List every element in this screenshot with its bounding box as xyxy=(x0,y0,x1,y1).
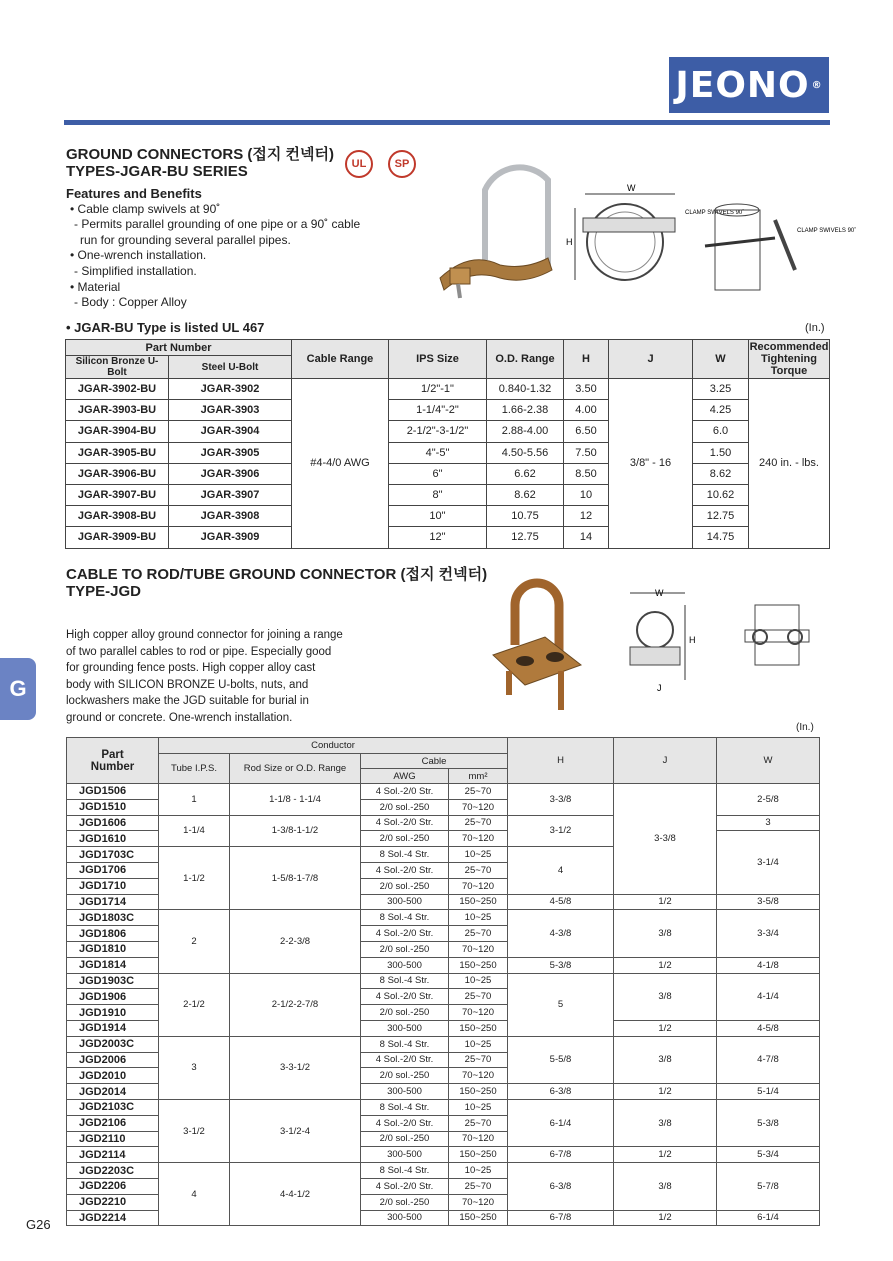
cell-rod: 4-4-1/2 xyxy=(230,1163,361,1226)
cell-j: 3/8 xyxy=(614,973,717,1020)
jgd-dimension-diagram xyxy=(615,585,815,695)
header-cable-range: Cable Range xyxy=(292,340,389,379)
desc-line: lockwashers make the JGD suitable for burial in xyxy=(66,695,309,707)
cell-awg: 8 Sol.-4 Str. xyxy=(361,1099,449,1115)
cell-tube: 2-1/2 xyxy=(159,973,230,1036)
cell-j: 3/8 xyxy=(614,910,717,957)
cell-j: 3-3/8 xyxy=(614,784,717,895)
cell-mm: 25~70 xyxy=(449,1178,508,1194)
section-tab-g[interactable]: G xyxy=(0,658,36,720)
cell-part: JGD2006 xyxy=(67,1052,159,1068)
cell-w: 4-1/8 xyxy=(717,957,820,973)
cell-w: 3.25 xyxy=(693,379,749,400)
cell-mm: 10~25 xyxy=(449,910,508,926)
cell-steel: JGAR-3906 xyxy=(169,463,292,484)
cell-awg: 2/0 sol.-250 xyxy=(361,1068,449,1084)
features-block xyxy=(66,186,360,311)
cell-steel: JGAR-3904 xyxy=(169,421,292,442)
cell-w: 5-3/4 xyxy=(717,1147,820,1163)
header-cable: Cable xyxy=(361,754,508,769)
cell-part: JGD2010 xyxy=(67,1068,159,1084)
cell-od: 12.75 xyxy=(487,527,564,548)
header-tube: Tube I.P.S. xyxy=(159,754,230,784)
cell-awg: 4 Sol.-2/0 Str. xyxy=(361,862,449,878)
cell-mm: 150~250 xyxy=(449,1084,508,1100)
cell-mm: 10~25 xyxy=(449,1099,508,1115)
cell-j: 1/2 xyxy=(614,1210,717,1226)
section2-title: CABLE TO ROD/TUBE GROUND CONNECTOR (접지 컨넥터) xyxy=(66,566,488,583)
cell-part: JGD1803C xyxy=(67,910,159,926)
jgd-spec-table xyxy=(66,737,820,1226)
desc-line: for grounding fence posts. High copper alloy cast xyxy=(66,662,316,674)
header-od: O.D. Range xyxy=(487,340,564,379)
cell-h: 5-5/8 xyxy=(508,1036,614,1083)
header-rod: Rod Size or O.D. Range xyxy=(230,754,361,784)
cell-silicon: JGAR-3907-BU xyxy=(66,484,169,505)
cell-awg: 2/0 sol.-250 xyxy=(361,1194,449,1210)
cell-h: 6-3/8 xyxy=(508,1084,614,1100)
cell-awg: 4 Sol.-2/0 Str. xyxy=(361,1178,449,1194)
cell-mm: 150~250 xyxy=(449,1210,508,1226)
cell-rod: 3-3-1/2 xyxy=(230,1036,361,1099)
cell-silicon: JGAR-3909-BU xyxy=(66,527,169,548)
cell-mm: 150~250 xyxy=(449,894,508,910)
header-mm: mm² xyxy=(449,769,508,784)
cell-silicon: JGAR-3904-BU xyxy=(66,421,169,442)
cell-h: 12 xyxy=(564,506,609,527)
cell-awg: 2/0 sol.-250 xyxy=(361,941,449,957)
cell-cable-range: #4-4/0 AWG xyxy=(292,379,389,549)
jgar-bu-product-image xyxy=(430,150,560,300)
cell-ips: 6" xyxy=(389,463,487,484)
cell-steel: JGAR-3903 xyxy=(169,400,292,421)
cell-mm: 25~70 xyxy=(449,784,508,800)
cell-ips: 4"-5" xyxy=(389,442,487,463)
cell-torque: 240 in. - lbs. xyxy=(749,379,830,549)
feature-line: - Simplified installation. xyxy=(74,263,197,278)
cell-h: 6-7/8 xyxy=(508,1147,614,1163)
dim-h-label: H xyxy=(566,237,573,247)
table-row xyxy=(67,1036,820,1052)
cell-part: JGD1810 xyxy=(67,941,159,957)
cell-awg: 300-500 xyxy=(361,1147,449,1163)
header-torque: Recommended Tightening Torque xyxy=(749,341,829,377)
cell-mm: 70~120 xyxy=(449,878,508,894)
cell-h: 4 xyxy=(508,847,614,894)
cell-od: 2.88-4.00 xyxy=(487,421,564,442)
cell-j: 1/2 xyxy=(614,1147,717,1163)
cell-part: JGD2110 xyxy=(67,1131,159,1147)
cell-ips: 1/2"-1" xyxy=(389,379,487,400)
cell-od: 1.66-2.38 xyxy=(487,400,564,421)
cell-part: JGD1806 xyxy=(67,926,159,942)
cell-mm: 70~120 xyxy=(449,1068,508,1084)
cell-w: 5-3/8 xyxy=(717,1099,820,1146)
cell-awg: 4 Sol.-2/0 Str. xyxy=(361,1115,449,1131)
table-row xyxy=(67,973,820,989)
section1-title: GROUND CONNECTORS (접지 컨넥터) xyxy=(66,146,335,163)
cell-awg: 300-500 xyxy=(361,1210,449,1226)
cell-part: JGD2014 xyxy=(67,1084,159,1100)
cell-part: JGD2003C xyxy=(67,1036,159,1052)
cell-w: 4-5/8 xyxy=(717,1020,820,1036)
feature-line: - Body : Copper Alloy xyxy=(74,295,187,310)
section2-heading xyxy=(66,566,487,600)
cell-awg: 8 Sol.-4 Str. xyxy=(361,910,449,926)
cell-w: 8.62 xyxy=(693,463,749,484)
cell-ips: 2-1/2"-3-1/2" xyxy=(389,421,487,442)
cell-awg: 8 Sol.-4 Str. xyxy=(361,973,449,989)
cell-mm: 25~70 xyxy=(449,1052,508,1068)
cell-h: 6-7/8 xyxy=(508,1210,614,1226)
cell-mm: 70~120 xyxy=(449,799,508,815)
brand-logo: JEONO ® xyxy=(669,57,829,113)
cell-w: 14.75 xyxy=(693,527,749,548)
cell-w: 4-7/8 xyxy=(717,1036,820,1083)
cell-mm: 25~70 xyxy=(449,815,508,831)
cell-part: JGD1914 xyxy=(67,1020,159,1036)
cell-mm: 150~250 xyxy=(449,1147,508,1163)
cell-h: 14 xyxy=(564,527,609,548)
cell-tube: 3-1/2 xyxy=(159,1099,230,1162)
cell-awg: 300-500 xyxy=(361,957,449,973)
desc-line: body with SILICON BRONZE U-bolts, nuts, and xyxy=(66,678,309,691)
cell-j: 1/2 xyxy=(614,1020,717,1036)
section1-subtitle: TYPES-JGAR-BU SERIES xyxy=(66,163,248,180)
cell-w: 10.62 xyxy=(693,484,749,505)
section2-subtitle: TYPE-JGD xyxy=(66,583,142,600)
header-steel: Steel U-Bolt xyxy=(169,356,292,379)
header-awg: AWG xyxy=(361,769,449,784)
dim-j-label: J xyxy=(657,683,662,693)
cell-awg: 8 Sol.-4 Str. xyxy=(361,1036,449,1052)
page-number: G26 xyxy=(26,1217,51,1232)
cell-steel: JGAR-3908 xyxy=(169,506,292,527)
table-row xyxy=(67,784,820,800)
cell-h: 7.50 xyxy=(564,442,609,463)
cell-steel: JGAR-3905 xyxy=(169,442,292,463)
cell-awg: 4 Sol.-2/0 Str. xyxy=(361,989,449,1005)
cell-mm: 10~25 xyxy=(449,1036,508,1052)
cell-awg: 2/0 sol.-250 xyxy=(361,1005,449,1021)
dim-h-label: H xyxy=(689,635,696,645)
cell-ips: 12" xyxy=(389,527,487,548)
jgar-bu-dimension-diagram xyxy=(565,180,857,290)
header-j: J xyxy=(609,340,693,379)
jgd-description xyxy=(66,627,343,726)
cell-w: 6.0 xyxy=(693,421,749,442)
cell-part: JGD2114 xyxy=(67,1147,159,1163)
unit-label: (In.) xyxy=(805,322,825,334)
cell-part: JGD1506 xyxy=(67,784,159,800)
cell-od: 10.75 xyxy=(487,506,564,527)
cell-w: 4-1/4 xyxy=(717,973,820,1020)
cell-part: JGD2210 xyxy=(67,1194,159,1210)
cell-od: 0.840-1.32 xyxy=(487,379,564,400)
cell-awg: 2/0 sol.-250 xyxy=(361,831,449,847)
table-row xyxy=(67,910,820,926)
cell-mm: 150~250 xyxy=(449,1020,508,1036)
cell-part: JGD1903C xyxy=(67,973,159,989)
cell-j: 3/8" - 16 xyxy=(609,379,693,549)
cell-awg: 4 Sol.-2/0 Str. xyxy=(361,784,449,800)
cell-w: 2-5/8 xyxy=(717,784,820,816)
cell-awg: 4 Sol.-2/0 Str. xyxy=(361,1052,449,1068)
header-j: J xyxy=(614,738,717,784)
cell-w: 5-7/8 xyxy=(717,1163,820,1210)
cell-w: 5-1/4 xyxy=(717,1084,820,1100)
dim-w-label: W xyxy=(627,183,636,193)
header-silicon: Silicon Bronze U-Bolt xyxy=(66,356,169,379)
cell-od: 8.62 xyxy=(487,484,564,505)
feature-line: • Cable clamp swivels at 90˚ xyxy=(70,201,221,216)
cell-awg: 2/0 sol.-250 xyxy=(361,799,449,815)
cell-rod: 1-5/8-1-7/8 xyxy=(230,847,361,910)
cell-ips: 1-1/4"-2" xyxy=(389,400,487,421)
cell-tube: 3 xyxy=(159,1036,230,1099)
cell-rod: 2-2-3/8 xyxy=(230,910,361,973)
header-w: W xyxy=(693,340,749,379)
cell-h: 4-3/8 xyxy=(508,910,614,957)
cell-part: JGD1703C xyxy=(67,847,159,863)
cell-part: JGD1906 xyxy=(67,989,159,1005)
cell-tube: 4 xyxy=(159,1163,230,1226)
cell-tube: 1 xyxy=(159,784,230,816)
feature-line: • Material xyxy=(70,279,121,294)
clamp-label: CLAMP SWIVELS 90˚ xyxy=(685,210,745,216)
cell-h: 3.50 xyxy=(564,379,609,400)
cell-mm: 70~120 xyxy=(449,941,508,957)
cell-mm: 10~25 xyxy=(449,847,508,863)
cell-mm: 70~120 xyxy=(449,1131,508,1147)
header-h: H xyxy=(564,340,609,379)
jgd-table-body xyxy=(67,784,820,1226)
cell-h: 6-3/8 xyxy=(508,1163,614,1210)
cell-part: JGD1606 xyxy=(67,815,159,831)
cell-w: 3-3/4 xyxy=(717,910,820,957)
cell-steel: JGAR-3907 xyxy=(169,484,292,505)
cell-silicon: JGAR-3902-BU xyxy=(66,379,169,400)
cell-part: JGD1814 xyxy=(67,957,159,973)
cell-w: 3-5/8 xyxy=(717,894,820,910)
cell-tube: 1-1/4 xyxy=(159,815,230,847)
cell-part: JGD1510 xyxy=(67,799,159,815)
cell-part: JGD1706 xyxy=(67,862,159,878)
cell-awg: 300-500 xyxy=(361,1084,449,1100)
cell-tube: 1-1/2 xyxy=(159,847,230,910)
cell-h: 6.50 xyxy=(564,421,609,442)
cell-rod: 2-1/2-2-7/8 xyxy=(230,973,361,1036)
cell-j: 3/8 xyxy=(614,1036,717,1083)
cell-awg: 300-500 xyxy=(361,894,449,910)
cell-mm: 70~120 xyxy=(449,1005,508,1021)
section1-heading xyxy=(66,146,334,180)
table-row xyxy=(67,1099,820,1115)
cell-h: 3-1/2 xyxy=(508,815,614,847)
desc-line: High copper alloy ground connector for joining a range xyxy=(66,629,343,641)
feature-line: run for grounding several parallel pipes. xyxy=(80,232,291,247)
header-conductor: Conductor xyxy=(159,738,508,754)
header-h: H xyxy=(508,738,614,784)
cell-silicon: JGAR-3906-BU xyxy=(66,463,169,484)
desc-line: of two parallel cables to rod or pipe. Especially good xyxy=(66,645,332,658)
cell-od: 4.50-5.56 xyxy=(487,442,564,463)
cell-awg: 4 Sol.-2/0 Str. xyxy=(361,926,449,942)
cell-part: JGD2214 xyxy=(67,1210,159,1226)
cell-part: JGD1714 xyxy=(67,894,159,910)
cell-mm: 10~25 xyxy=(449,973,508,989)
cell-h: 5-3/8 xyxy=(508,957,614,973)
cell-awg: 2/0 sol.-250 xyxy=(361,1131,449,1147)
cell-ips: 10" xyxy=(389,506,487,527)
cell-w: 6-1/4 xyxy=(717,1210,820,1226)
cell-w: 12.75 xyxy=(693,506,749,527)
cell-mm: 70~120 xyxy=(449,831,508,847)
cell-h: 4.00 xyxy=(564,400,609,421)
cell-mm: 70~120 xyxy=(449,1194,508,1210)
cell-w: 3 xyxy=(717,815,820,831)
table-row xyxy=(67,1163,820,1179)
feature-line: - Permits parallel grounding of one pipe or a 90˚ cable xyxy=(74,217,361,232)
cell-j: 1/2 xyxy=(614,957,717,973)
cell-j: 1/2 xyxy=(614,1084,717,1100)
cell-silicon: JGAR-3905-BU xyxy=(66,442,169,463)
cell-part: JGD2203C xyxy=(67,1163,159,1179)
cell-rod: 3-1/2-4 xyxy=(230,1099,361,1162)
cell-part: JGD2206 xyxy=(67,1178,159,1194)
clamp-label-2: CLAMP SWIVELS 90˚ xyxy=(797,228,857,234)
ul-cert-icon: UL xyxy=(345,150,373,178)
cell-h: 4-5/8 xyxy=(508,894,614,910)
unit-label-2: (In.) xyxy=(796,722,814,733)
cell-awg: 4 Sol.-2/0 Str. xyxy=(361,815,449,831)
features-title: Features and Benefits xyxy=(66,186,202,201)
cell-h: 8.50 xyxy=(564,463,609,484)
cell-awg: 8 Sol.-4 Str. xyxy=(361,1163,449,1179)
cell-mm: 25~70 xyxy=(449,926,508,942)
jgar-bu-spec-table xyxy=(65,339,830,549)
cell-mm: 25~70 xyxy=(449,1115,508,1131)
cell-h: 10 xyxy=(564,484,609,505)
header-ips: IPS Size xyxy=(389,340,487,379)
header-part-number: Part Number xyxy=(66,340,292,356)
header-w: W xyxy=(717,738,820,784)
cell-awg: 2/0 sol.-250 xyxy=(361,878,449,894)
csa-cert-icon: SP xyxy=(388,150,416,178)
cell-part: JGD1910 xyxy=(67,1005,159,1021)
jgd-product-image xyxy=(485,575,595,715)
ul-note: • JGAR-BU Type is listed UL 467 xyxy=(66,320,265,335)
cell-mm: 150~250 xyxy=(449,957,508,973)
header-rule xyxy=(64,120,830,125)
cell-steel: JGAR-3902 xyxy=(169,379,292,400)
cell-part: JGD2106 xyxy=(67,1115,159,1131)
cell-j: 3/8 xyxy=(614,1099,717,1146)
header-part: Part Number xyxy=(67,738,159,784)
cell-tube: 2 xyxy=(159,910,230,973)
cell-silicon: JGAR-3908-BU xyxy=(66,506,169,527)
cell-awg: 300-500 xyxy=(361,1020,449,1036)
cell-od: 6.62 xyxy=(487,463,564,484)
cell-w: 1.50 xyxy=(693,442,749,463)
cell-j: 3/8 xyxy=(614,1163,717,1210)
desc-line: ground or concrete. One-wrench installation. xyxy=(66,711,293,724)
feature-line: • One-wrench installation. xyxy=(70,248,207,263)
cell-h: 6-1/4 xyxy=(508,1099,614,1146)
cell-part: JGD1610 xyxy=(67,831,159,847)
cell-part: JGD1710 xyxy=(67,878,159,894)
cell-mm: 25~70 xyxy=(449,989,508,1005)
cell-j: 1/2 xyxy=(614,894,717,910)
cell-awg: 8 Sol.-4 Str. xyxy=(361,847,449,863)
cell-h: 5 xyxy=(508,973,614,1036)
cell-silicon: JGAR-3903-BU xyxy=(66,400,169,421)
dim-w-label: W xyxy=(655,588,664,598)
cell-rod: 1-1/8 - 1-1/4 xyxy=(230,784,361,816)
cell-ips: 8" xyxy=(389,484,487,505)
cell-h: 3-3/8 xyxy=(508,784,614,816)
cell-part: JGD2103C xyxy=(67,1099,159,1115)
cell-mm: 10~25 xyxy=(449,1163,508,1179)
cell-steel: JGAR-3909 xyxy=(169,527,292,548)
cell-rod: 1-3/8-1-1/2 xyxy=(230,815,361,847)
cell-w: 3-1/4 xyxy=(717,831,820,894)
cell-w: 4.25 xyxy=(693,400,749,421)
cell-mm: 25~70 xyxy=(449,862,508,878)
